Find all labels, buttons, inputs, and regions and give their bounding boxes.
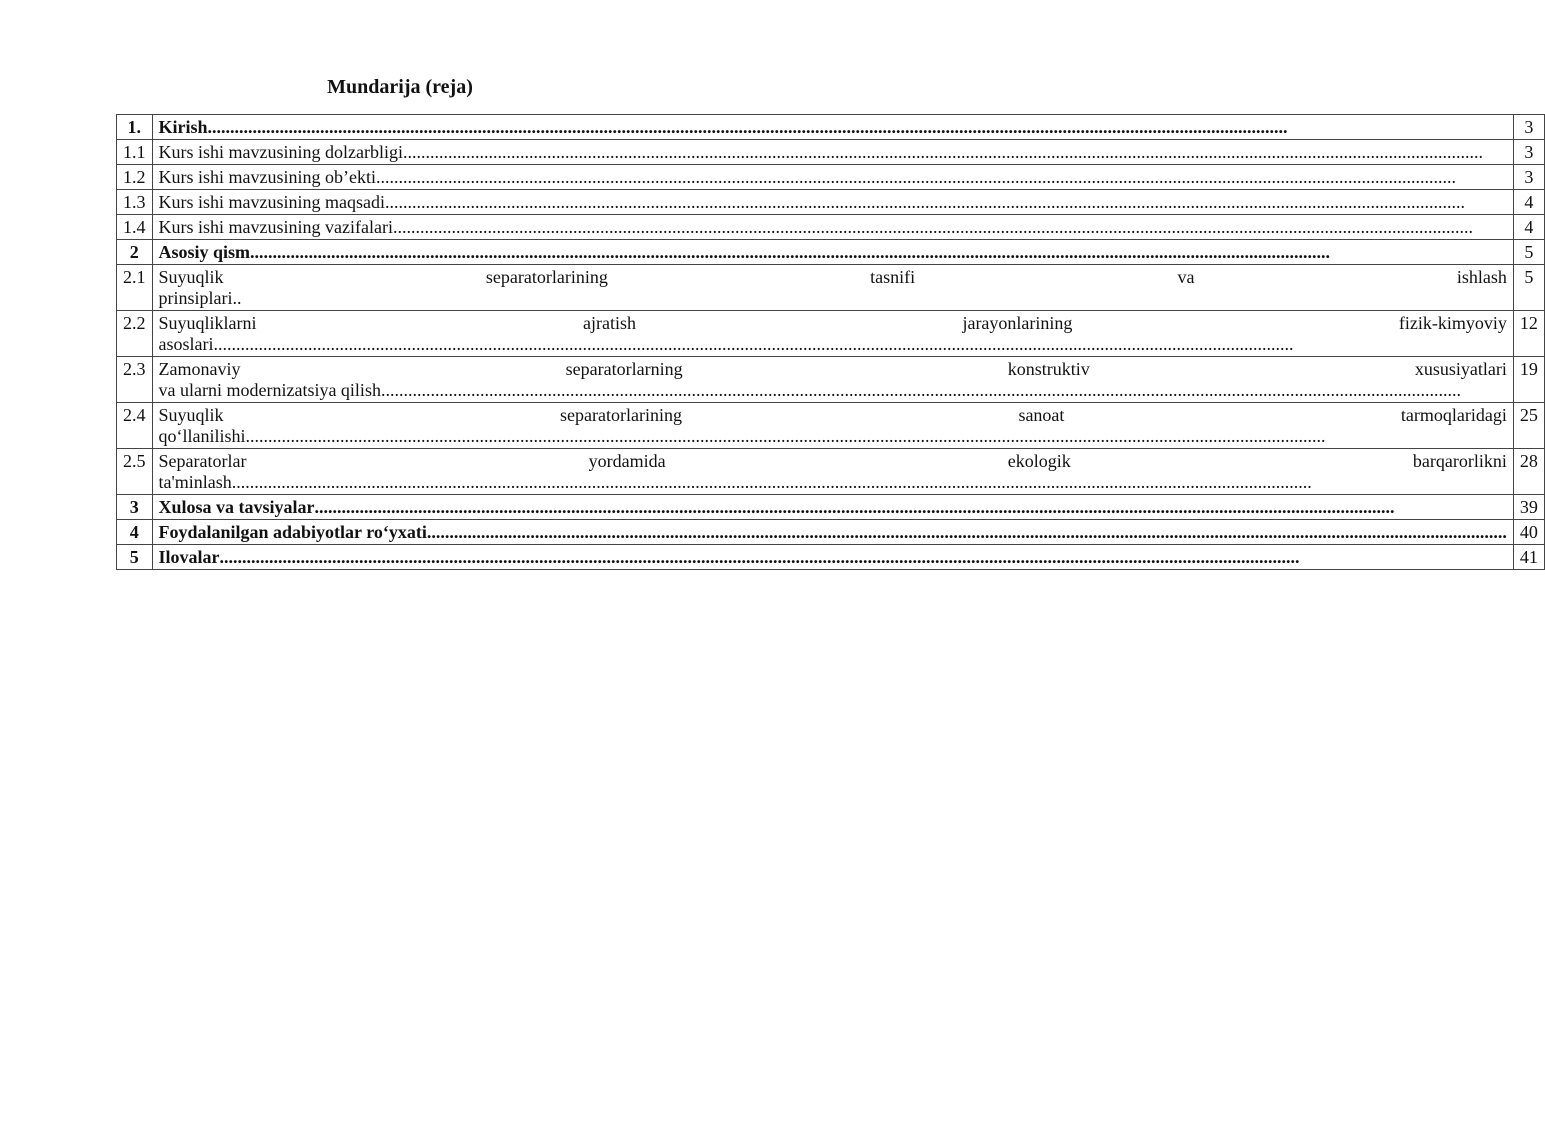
- table-of-contents: [116, 114, 1545, 570]
- toc-section-number: 1.2: [117, 165, 153, 190]
- toc-row: [117, 190, 1545, 215]
- toc-section-title: [152, 165, 1513, 190]
- toc-section-title: [152, 215, 1513, 240]
- toc-title-line: Kurs ishi mavzusining vazifalari .....: [159, 217, 1507, 238]
- toc-section-title: [152, 190, 1513, 215]
- toc-row: [117, 165, 1545, 190]
- toc-title-line: va ularni modernizatsiya qilish .....: [159, 380, 1507, 401]
- toc-row: [117, 240, 1545, 265]
- toc-page-number: 28: [1513, 449, 1544, 495]
- toc-section-number: 3: [117, 495, 153, 520]
- toc-section-title: [152, 140, 1513, 165]
- toc-section-number: 1.1: [117, 140, 153, 165]
- toc-section-number: 2.4: [117, 403, 153, 449]
- toc-title-line: Zamonaviy separatorlarning konstruktiv xususiyatlari: [158, 359, 1507, 379]
- toc-section-number: 5: [117, 545, 153, 570]
- toc-row: [117, 449, 1545, 495]
- toc-row: [117, 140, 1545, 165]
- dot-leader: [250, 242, 1507, 263]
- toc-section-number: 2.5: [117, 449, 153, 495]
- dot-leader: [208, 117, 1507, 138]
- toc-page-number: 39: [1513, 495, 1544, 520]
- dot-leader: [393, 217, 1507, 238]
- toc-title-line: Xulosa va tavsiyalar .....: [159, 497, 1507, 518]
- toc-page-number: 3: [1513, 115, 1544, 140]
- toc-row: [117, 520, 1545, 545]
- toc-section-number: 2.1: [117, 265, 153, 311]
- toc-page-number: 25: [1513, 403, 1544, 449]
- document-title: Mundarija (reja): [327, 76, 473, 98]
- toc-title-line: Ilovalar .....: [159, 547, 1507, 568]
- dot-leader: [403, 142, 1507, 163]
- toc-section-number: 1.3: [117, 190, 153, 215]
- toc-title-line: Asosiy qism .....: [159, 242, 1507, 263]
- toc-page-number: 3: [1513, 165, 1544, 190]
- toc-title-line: Kirish .....: [159, 117, 1507, 138]
- toc-page-number: 41: [1513, 545, 1544, 570]
- toc-row: [117, 115, 1545, 140]
- toc-section-number: 4: [117, 520, 153, 545]
- toc-section-title: [152, 449, 1513, 495]
- toc-body: [117, 115, 1545, 570]
- dot-leader: [246, 426, 1507, 447]
- toc-title-line: Kurs ishi mavzusining dolzarbligi .....: [159, 142, 1507, 163]
- toc-title-line: qo‘llanilishi .....: [159, 426, 1507, 447]
- toc-section-number: 2.3: [117, 357, 153, 403]
- toc-page-number: 12: [1513, 311, 1544, 357]
- toc-row: [117, 215, 1545, 240]
- toc-title-line: Kurs ishi mavzusining maqsadi .....: [159, 192, 1507, 213]
- toc-section-title: [152, 545, 1513, 570]
- toc-title-line: asoslari .....: [159, 334, 1507, 355]
- toc-page-number: 5: [1513, 265, 1544, 311]
- toc-row: [117, 545, 1545, 570]
- dot-leader: [220, 547, 1507, 568]
- toc-page-number: 40: [1513, 520, 1544, 545]
- toc-section-number: 2.2: [117, 311, 153, 357]
- dot-leader: [213, 334, 1506, 355]
- toc-section-title: [152, 311, 1513, 357]
- toc-page-number: 4: [1513, 190, 1544, 215]
- toc-section-number: 2: [117, 240, 153, 265]
- toc-title-line: Suyuqliklarni ajratish jarayonlarining fizik-kimyoviy: [158, 313, 1507, 333]
- dot-leader: [427, 522, 1507, 543]
- toc-section-number: 1.: [117, 115, 153, 140]
- toc-section-title: [152, 495, 1513, 520]
- toc-section-number: 1.4: [117, 215, 153, 240]
- toc-section-title: [152, 520, 1513, 545]
- toc-section-title: [152, 240, 1513, 265]
- toc-row: [117, 357, 1545, 403]
- toc-section-title: [152, 403, 1513, 449]
- dot-leader: [315, 497, 1507, 518]
- toc-title-line: prinsiplari..: [158, 288, 242, 308]
- toc-section-title: [152, 357, 1513, 403]
- toc-page-number: 19: [1513, 357, 1544, 403]
- toc-title-line: ta'minlash .....: [159, 472, 1507, 493]
- toc-page-number: 3: [1513, 140, 1544, 165]
- toc-page-number: 5: [1513, 240, 1544, 265]
- toc-page-number: 4: [1513, 215, 1544, 240]
- toc-row: [117, 403, 1545, 449]
- dot-leader: [385, 192, 1507, 213]
- toc-title-line: Foydalanilgan adabiyotlar ro‘yxati .....: [159, 522, 1507, 543]
- dot-leader: [381, 380, 1507, 401]
- dot-leader: [376, 167, 1507, 188]
- dot-leader: [232, 472, 1507, 493]
- toc-row: [117, 265, 1545, 311]
- toc-section-title: [152, 115, 1513, 140]
- toc-title-line: Kurs ishi mavzusining ob’ekti .....: [159, 167, 1507, 188]
- toc-row: [117, 311, 1545, 357]
- toc-title-line: Suyuqlik separatorlarining tasnifi va ishlash: [158, 267, 1507, 287]
- toc-row: [117, 495, 1545, 520]
- toc-title-line: Suyuqlik separatorlarining sanoat tarmoqlaridagi: [158, 405, 1507, 425]
- toc-section-title: [152, 265, 1513, 311]
- toc-title-line: Separatorlar yordamida ekologik barqarorlikni: [158, 451, 1507, 471]
